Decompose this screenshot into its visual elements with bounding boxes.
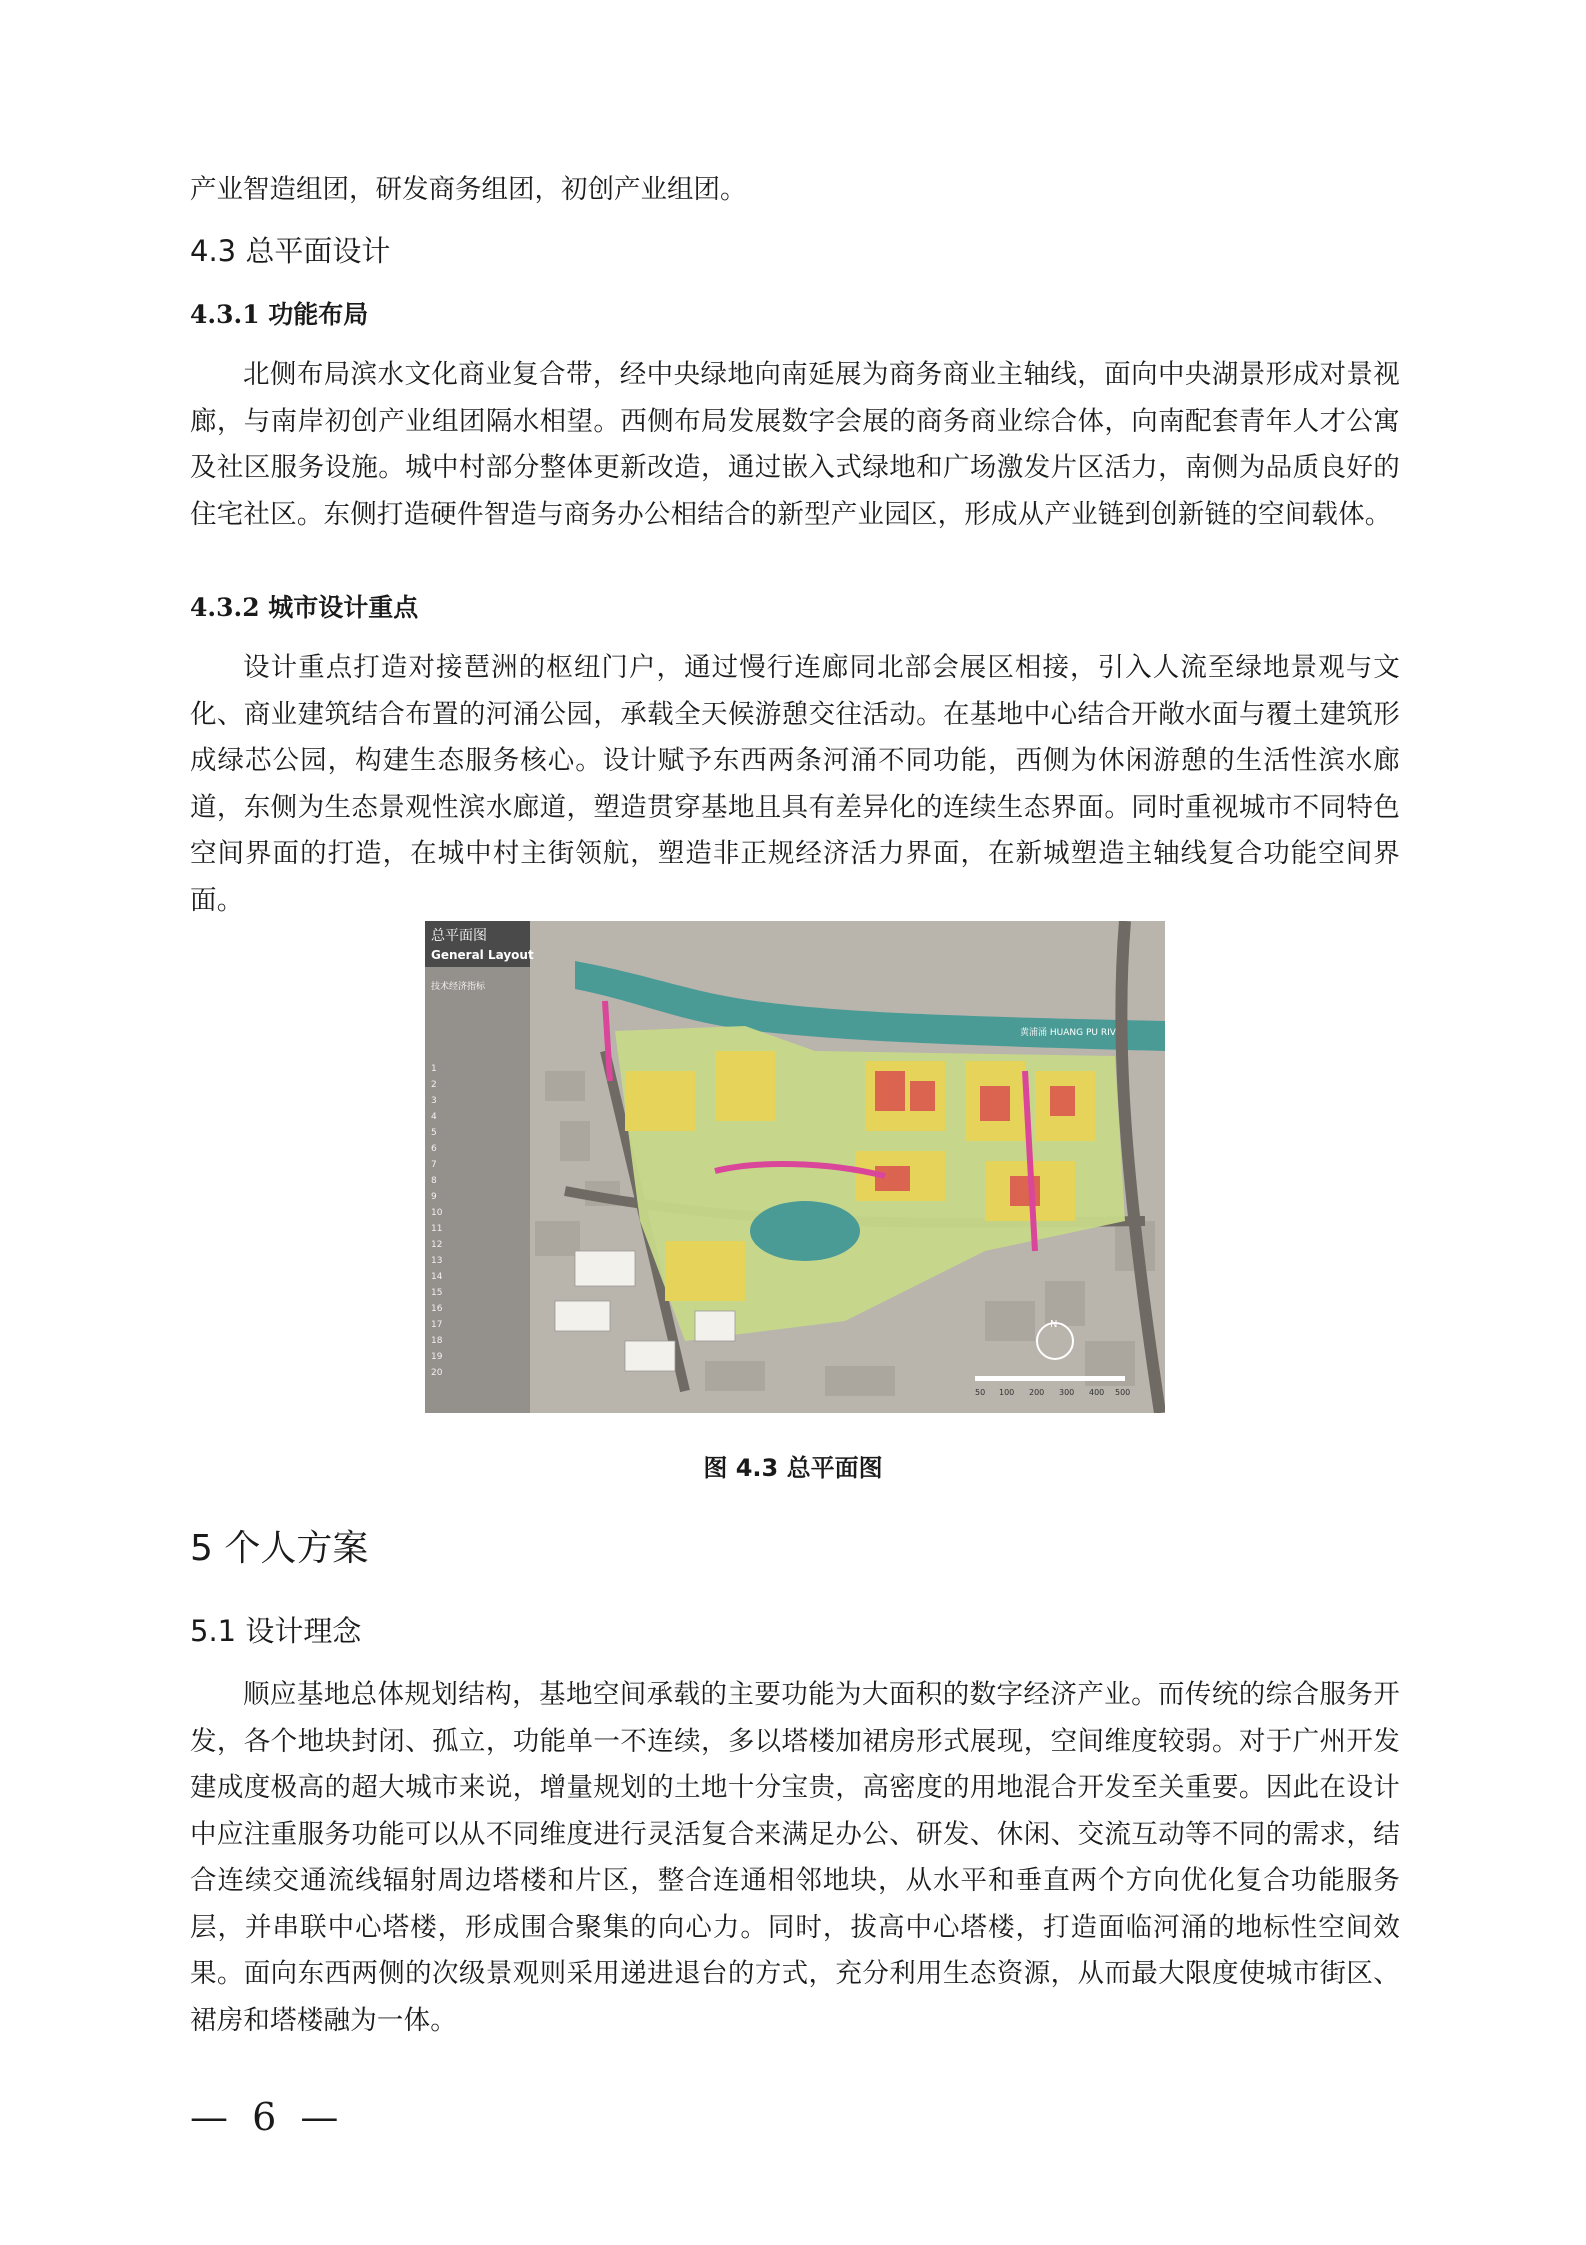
section-4-3-2 xyxy=(190,590,1400,626)
page-number: — 6 — xyxy=(190,2095,345,2139)
legend-item: 9 xyxy=(431,1192,437,1202)
legend-item: 18 xyxy=(431,1336,443,1346)
section-5-1-title: 5.1 设计理念 xyxy=(190,1614,362,1648)
north-arrow-label: N xyxy=(1050,1319,1058,1330)
scale-bar xyxy=(975,1376,1125,1381)
legend-item: 7 xyxy=(431,1160,437,1170)
figure-caption: 图 4.3 总平面图 xyxy=(703,1454,883,1482)
section-5-1-paragraph: 顺应基地总体规划结构，基地空间承载的主要功能为大面积的数字经济产业。而传统的综合服务开发，各个地块封闭、孤立，功能单一不连续，多以塔楼加裙房形式展现，空间维度较弱。对于广州开发建成度极高的超大城市来说，增量规划的土地十分宝贵，高密度的用地混合开发至关重要。因此在设计中应注重服务功能可以从不同维度进行灵活复合来满足办公、研发、休闲、交流互动等不同的需求，结合连续交通流线辐射周边塔楼和片区，整合连通相邻地块，从水平和垂直两个方向优化复合功能服务层，并串联中心塔楼，形成围合聚集的向心力。同时，拔高中心塔楼，打造面临河涌的地标性空间效果。面向东西两侧的次级景观则采用递进退台的方式，充分利用生态资源，从而最大限度使城市街区、裙房和塔楼融为一体。 xyxy=(190,1679,1400,2036)
legend-item: 17 xyxy=(431,1320,443,1330)
legend-item: 8 xyxy=(431,1176,437,1186)
section-4-3 xyxy=(190,231,1400,271)
section-4-3-1-title: 4.3.1 功能布局 xyxy=(190,300,369,329)
section-4-3-2-paragraph: 设计重点打造对接琶洲的枢纽门户，通过慢行连廊同北部会展区相接，引入人流至绿地景观与文化、商业建筑结合布置的河涌公园，承载全天候游憩交往活动。在基地中心结合开敞水面与覆土建筑形成绿芯公园，构建生态服务核心。设计赋予东西两条河涌不同功能，西侧为休闲游憩的生活性滨水廊道，东侧为生态景观性滨水廊道，塑造贯穿基地且具有差异化的连续生态界面。同时重视城市不同特色空间界面的打造，在城中村主街领航，塑造非正规经济活力界面，在新城塑造主轴线复合功能空间界面。 xyxy=(190,652,1400,916)
legend-item: 1 xyxy=(431,1064,437,1074)
intro-line: 产业智造组团，研发商务组团，初创产业组团。 xyxy=(190,174,747,205)
scale-label: 100 xyxy=(999,1388,1015,1397)
legend-item: 14 xyxy=(431,1272,443,1282)
section-5-1 xyxy=(190,1611,1400,1651)
chapter-5 xyxy=(190,1525,1400,1573)
site-plan-map xyxy=(425,921,1165,1413)
river-label: 黄浦涌 HUANG PU RIVER xyxy=(1020,1028,1128,1038)
legend-item: 11 xyxy=(431,1224,443,1234)
legend-item: 15 xyxy=(431,1288,443,1298)
scale-label: 200 xyxy=(1029,1388,1045,1397)
chapter-5-title: 5 个人方案 xyxy=(190,1528,369,1569)
legend-item: 6 xyxy=(431,1144,437,1154)
legend-item: 3 xyxy=(431,1096,437,1106)
section-4-3-title: 4.3 总平面设计 xyxy=(190,234,391,268)
section-5-1-body xyxy=(190,1672,1400,2044)
legend-item: 2 xyxy=(431,1080,437,1090)
scale-label: 50 xyxy=(975,1388,986,1397)
figure-title-en: General Layout xyxy=(431,948,534,962)
legend-heading: 技术经济指标 xyxy=(431,982,486,992)
legend-item: 19 xyxy=(431,1352,443,1362)
legend-item: 13 xyxy=(431,1256,443,1266)
legend-item: 4 xyxy=(431,1112,437,1122)
intro-block xyxy=(190,167,1400,213)
section-4-3-1-paragraph: 北侧布局滨水文化商业复合带，经中央绿地向南延展为商务商业主轴线，面向中央湖景形成对景视廊，与南岸初创产业组团隔水相望。西侧布局发展数字会展的商务商业综合体，向南配套青年人才公寓及社区服务设施。城中村部分整体更新改造，通过嵌入式绿地和广场激发片区活力，南侧为品质良好的住宅社区。东侧打造硬件智造与商务办公相结合的新型产业园区，形成从产业链到创新链的空间载体。 xyxy=(190,359,1400,530)
scale-label: 500 xyxy=(1115,1388,1131,1397)
section-4-3-1-body xyxy=(190,352,1400,538)
site-plan-figure xyxy=(425,921,1165,1413)
section-4-3-2-title: 4.3.2 城市设计重点 xyxy=(190,593,419,622)
figure-title-cn: 总平面图 xyxy=(431,928,487,944)
section-4-3-2-body xyxy=(190,645,1400,924)
section-4-3-1 xyxy=(190,297,1400,333)
scale-label: 300 xyxy=(1059,1388,1075,1397)
legend-item: 20 xyxy=(431,1368,443,1378)
scale-label: 400 xyxy=(1089,1388,1105,1397)
legend-item: 5 xyxy=(431,1128,437,1138)
legend-item: 10 xyxy=(431,1208,443,1218)
legend-item: 16 xyxy=(431,1304,443,1314)
legend-item: 12 xyxy=(431,1240,443,1250)
